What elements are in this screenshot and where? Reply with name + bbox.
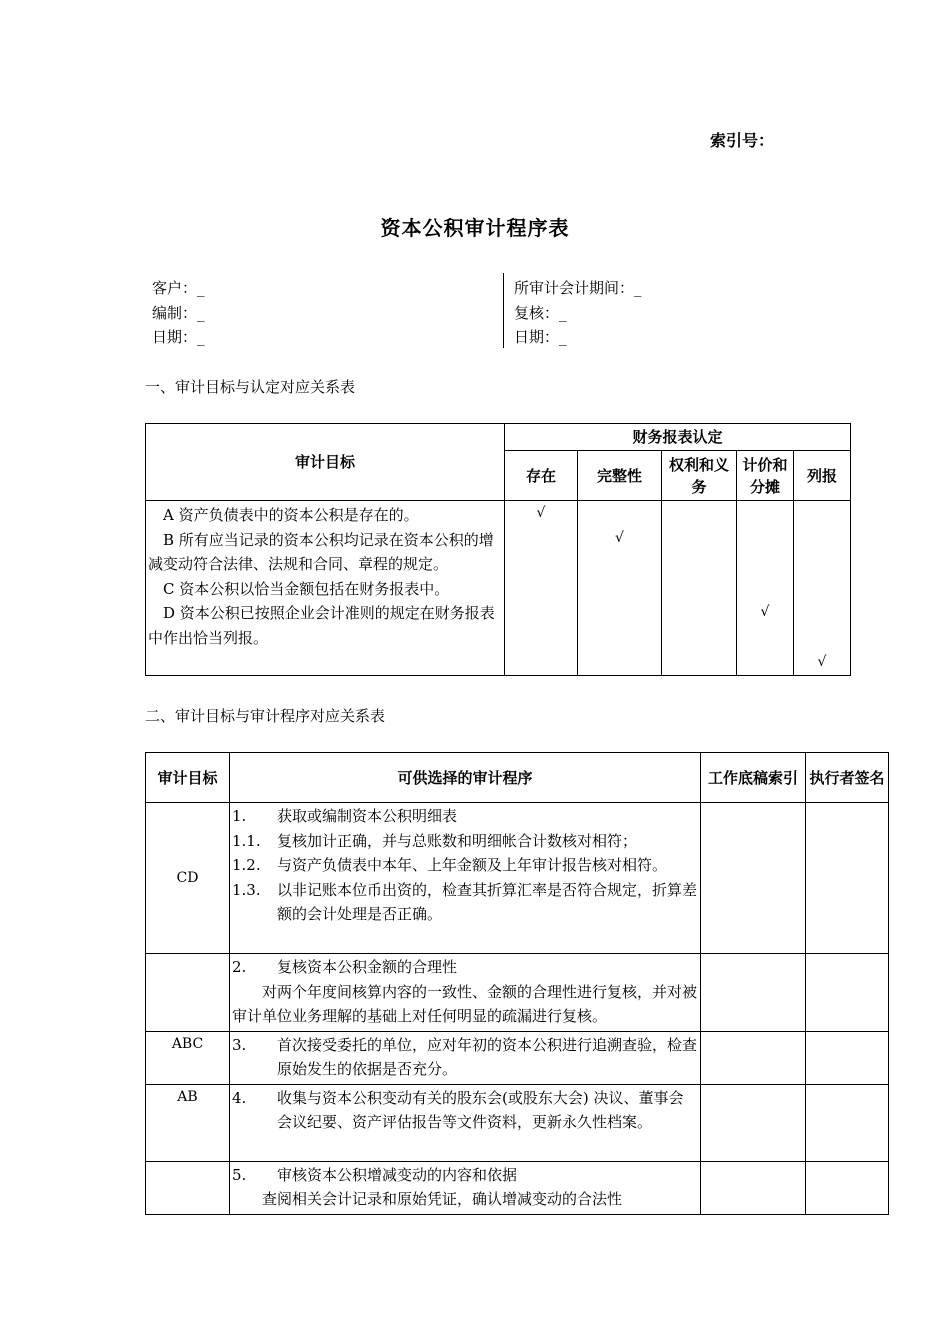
assertion-presentation: 列报 — [794, 451, 851, 501]
performer-header: 执行者签名 — [806, 753, 889, 803]
objective-cell: ABC — [146, 1031, 230, 1084]
objective-cell: CD — [146, 803, 230, 954]
table-row — [146, 1084, 889, 1161]
objective-cell: AB — [146, 1084, 230, 1161]
performer-cell[interactable] — [806, 1031, 889, 1084]
objective-cell — [146, 954, 230, 1032]
goal-b: B 所有应当记录的资本公积均记录在资本公积的增减变动符合法律、法规和合同、章程的规定。 — [148, 530, 494, 573]
objective-cell — [146, 1161, 230, 1214]
table-row — [146, 1031, 889, 1084]
goal-c: C 资本公积以恰当金额包括在财务报表中。 — [163, 579, 450, 598]
section1-heading: 一、审计目标与认定对应关系表 — [145, 378, 356, 396]
workpaper-index-cell[interactable] — [701, 1161, 806, 1214]
assertion-valuation: 计价和分摊 — [737, 451, 794, 501]
section2-heading: 二、审计目标与审计程序对应关系表 — [145, 707, 386, 725]
workpaper-index-cell[interactable] — [701, 1031, 806, 1084]
check-mark: √ — [817, 654, 827, 670]
table-row — [146, 954, 889, 1032]
performer-cell[interactable] — [806, 803, 889, 954]
procedure-item: 1.1. 复核加计正确，并与总账数和明细帐合计数核对相符； — [232, 831, 638, 850]
meta-divider — [503, 273, 504, 348]
assertion-group-header: 财务报表认定 — [505, 424, 851, 451]
check-mark: √ — [615, 530, 624, 546]
performer-cell[interactable] — [806, 1161, 889, 1214]
performer-cell[interactable] — [806, 1084, 889, 1161]
date-right-field: 日期：_ — [514, 328, 567, 346]
procedure-paragraph: 查阅相关会计记录和原始凭证，确认增减变动的合法性 — [262, 1190, 623, 1208]
table-row — [146, 1161, 889, 1214]
goal-list — [146, 501, 505, 676]
procedure-cell — [230, 954, 701, 1032]
procedure-item: 5. 审核资本公积增减变动的内容和依据 — [232, 1165, 518, 1184]
reviewed-by-field: 复核：_ — [514, 303, 567, 322]
workpaper-index-cell[interactable] — [701, 803, 806, 954]
procedure-cell — [230, 1084, 701, 1161]
performer-cell[interactable] — [806, 954, 889, 1032]
procedure-item: 1. 获取或编制资本公积明细表 — [232, 807, 458, 825]
procedure-item: 2. 复核资本公积金额的合理性 — [232, 958, 458, 976]
check-mark: √ — [536, 505, 546, 521]
audit-period-field: 所审计会计期间：_ — [514, 279, 642, 297]
objective-header: 审计目标 — [146, 753, 230, 803]
goal-a: A 资产负债表中的资本公积是存在的。 — [163, 506, 419, 524]
procedure-cell — [230, 803, 701, 954]
table-row — [146, 803, 889, 954]
assertion-table — [145, 423, 851, 676]
goal-d: D 资本公积已按照企业会计准则的规定在财务报表中作出恰当列报。 — [148, 604, 495, 647]
workpaper-index-cell[interactable] — [701, 1084, 806, 1161]
procedure-item: 4. 收集与资本公积变动有关的股东会(或股东大会) 决议、董事会会议纪要、资产评估报告等文件资料，更新永久性档案。 — [232, 1088, 684, 1131]
assertion-rights: 权利和义务 — [662, 451, 737, 501]
check-mark: √ — [760, 604, 770, 620]
index-number-label: 索引号： — [710, 131, 775, 150]
client-field: 客户：_ — [152, 279, 205, 297]
procedure-table — [145, 752, 889, 1215]
date-left-field: 日期：_ — [152, 328, 205, 346]
goal-header: 审计目标 — [146, 424, 505, 501]
workpaper-index-header: 工作底稿索引 — [701, 753, 806, 803]
procedure-item: 3. 首次接受委托的单位，应对年初的资本公积进行追溯查验，检查原始发生的依据是否充分。 — [232, 1035, 698, 1078]
procedure-cell — [230, 1161, 701, 1214]
meta-right — [514, 276, 844, 350]
prepared-by-field: 编制：_ — [152, 303, 205, 322]
assertion-existence: 存在 — [505, 451, 578, 501]
page-title: 资本公积审计程序表 — [380, 216, 570, 240]
assertion-completeness: 完整性 — [578, 451, 662, 501]
meta-left — [152, 276, 502, 350]
workpaper-index-cell[interactable] — [701, 954, 806, 1032]
procedure-cell — [230, 1031, 701, 1084]
procedure-item: 1.2. 与资产负债表中本年、上年金额及上年审计报告核对相符。 — [232, 856, 668, 874]
procedure-paragraph: 对两个年度间核算内容的一致性、金额的合理性进行复核，并对被审计单位业务理解的基础上对任何明显的疏漏进行复核。 — [232, 982, 698, 1025]
procedure-item: 1.3. 以非记账本位币出资的，检查其折算汇率是否符合规定，折算差额的会计处理是否正确。 — [232, 880, 698, 923]
procedure-header: 可供选择的审计程序 — [230, 753, 701, 803]
